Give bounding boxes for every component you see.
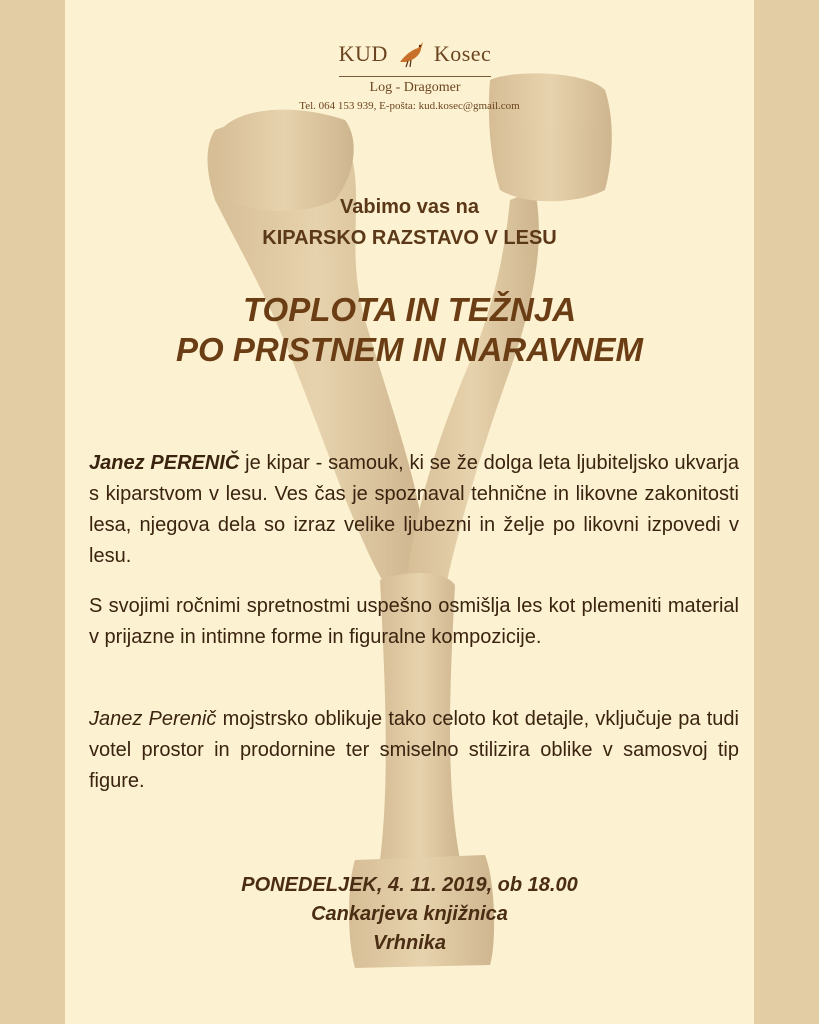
- contact-info: Tel. 064 153 939, E-pošta: kud.kosec@gmail.com: [299, 100, 520, 112]
- logo-left-text: KUD: [338, 41, 388, 67]
- event-date: PONEDELJEK, 4. 11. 2019, ob 18.00: [241, 874, 578, 896]
- artist-name: Janez PERENIČ: [89, 452, 240, 474]
- event-venue: Cankarjeva knjižnica: [311, 903, 508, 925]
- paragraph-1-text: je kipar - samouk, ki se že dolga leta ljubiteljsko ukvarja s kiparstvom v lesu. Ves čas je spoznaval tehnične in likovne zakonitosti lesa, njegova dela so izraz velike ljubezni in želje po likovni izpovedi v lesu.: [89, 452, 739, 567]
- artist-name-italic: Janez Perenič: [89, 708, 217, 730]
- poster: [65, 0, 754, 1024]
- event-city: Vrhnika: [373, 932, 446, 954]
- paragraph-2: S svojimi ročnimi spretnostmi uspešno osmišlja les kot plemeniti material v prijazne in intimne forme in figuralne kompozicije.: [89, 595, 739, 648]
- club-logo: [335, 38, 495, 96]
- invitation-intro: [65, 192, 754, 254]
- title-line-1: TOPLOTA IN TEŽNJA: [242, 291, 577, 328]
- logo-location: Log - Dragomer: [369, 80, 461, 95]
- paragraph-3-text: mojstrsko oblikuje tako celoto kot detajle, vključuje pa tudi votel prostor in prodornine ter smiselno stilizira oblike v samosvoj tip figure.: [89, 708, 739, 792]
- paragraph-3: [89, 704, 739, 797]
- title-line-2: PO PRISTNEM IN NARAVNEM: [176, 331, 643, 368]
- intro-line-2: KIPARSKO RAZSTAVO V LESU: [262, 227, 557, 249]
- logo-wordmark: [335, 38, 495, 74]
- bird-icon: [396, 38, 426, 74]
- intro-line-1: Vabimo vas na: [340, 196, 479, 218]
- logo-right-text: Kosec: [433, 41, 492, 67]
- event-details: [65, 871, 754, 958]
- logo-divider: [339, 76, 491, 77]
- paragraph-1: [89, 448, 739, 572]
- exhibition-title: [65, 290, 754, 370]
